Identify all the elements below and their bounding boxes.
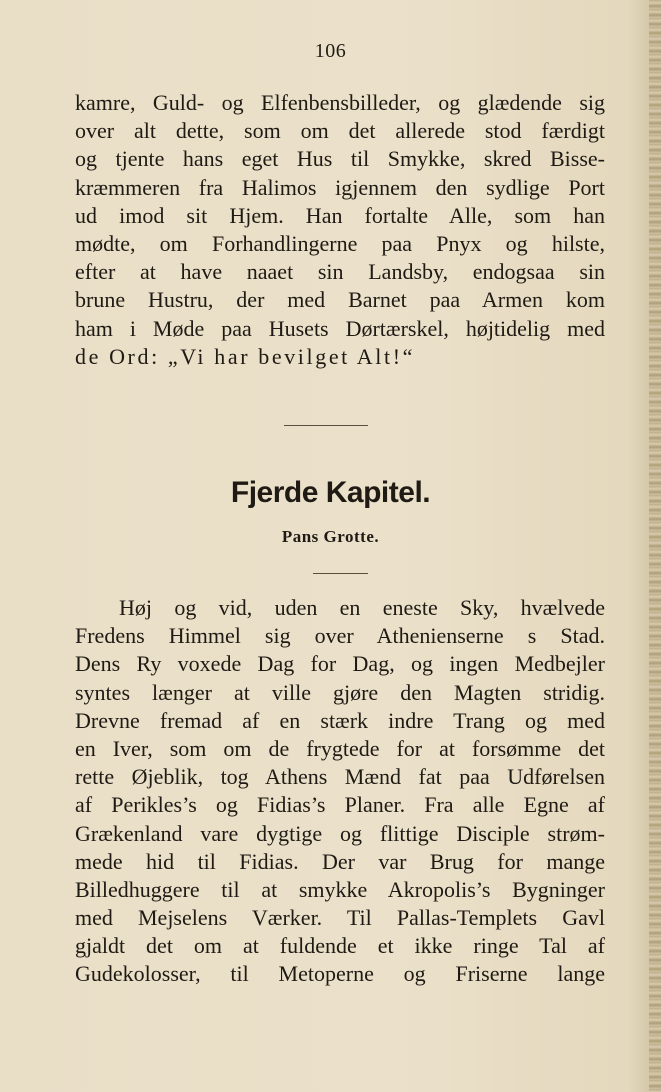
text-line: brune Hustru, der med Barnet paa Armen kom [75, 287, 605, 313]
text-line: gjaldt det om at fuldende et ikke ringe Tal af [75, 933, 605, 959]
text-line: over alt dette, som om det allerede stod færdigt [75, 118, 605, 144]
text-line: kamre, Guld- og Elfenbensbilleder, og glædende sig [75, 90, 605, 115]
text-line: med Mejselens Værker. Til Pallas-Templets Gavl [75, 905, 605, 931]
page-number: 106 [314, 40, 347, 62]
text-line: Billedhuggere til at smykke Akropolis’s Bygninger [75, 876, 605, 902]
text-line: mede hid til Fidias. Der var Brug for mange [75, 848, 605, 874]
section-divider [284, 425, 368, 426]
text-line: ud imod sit Hjem. Han fortalte Alle, som han [75, 202, 605, 228]
text-line: rette Øjeblik, tog Athens Mænd fat paa Udførelsen [75, 764, 605, 790]
paragraph-closing [75, 89, 605, 371]
subtitle-divider [313, 573, 368, 574]
text-line: Drevne fremad af en stærk indre Trang og med [75, 707, 605, 733]
text-line: af Perikles’s og Fidias’s Planer. Fra alle Egne af [75, 792, 605, 818]
chapter-subtitle: Pans Grotte. [281, 527, 380, 546]
text-line: ham i Møde paa Husets Dørtærskel, højtidelig med [75, 315, 605, 341]
text-line: de Ord: „Vi har bevilget Alt!“ [75, 343, 415, 369]
text-line: kræmmeren fra Halimos igjennem den sydlige Port [75, 174, 605, 200]
text-line: Høj og vid, uden en eneste Sky, hvælvede [119, 595, 605, 620]
text-line: og tjente hans eget Hus til Smykke, skred Bisse- [75, 146, 605, 172]
text-line: en Iver, som om de frygtede for at forsømme det [75, 735, 605, 761]
text-line: mødte, om Forhandlingerne paa Pnyx og hilste, [75, 230, 605, 256]
text-line: Gudekolosser, til Metoperne og Friserne lange [75, 961, 605, 987]
text-line: Fredens Himmel sig over Athenienserne s Stad. [75, 623, 605, 649]
text-line: Dens Ry voxede Dag for Dag, og ingen Medbejler [75, 651, 605, 677]
chapter-title: Fjerde Kapitel. [230, 476, 431, 509]
paragraph-chapter-body [75, 594, 605, 989]
text-line: Grækenland vare dygtige og flittige Disciple strøm- [75, 820, 605, 846]
text-line: syntes længer at ville gjøre den Magten stridig. [75, 679, 605, 705]
text-line: efter at have naaet sin Landsby, endogsaa sin [75, 259, 605, 285]
